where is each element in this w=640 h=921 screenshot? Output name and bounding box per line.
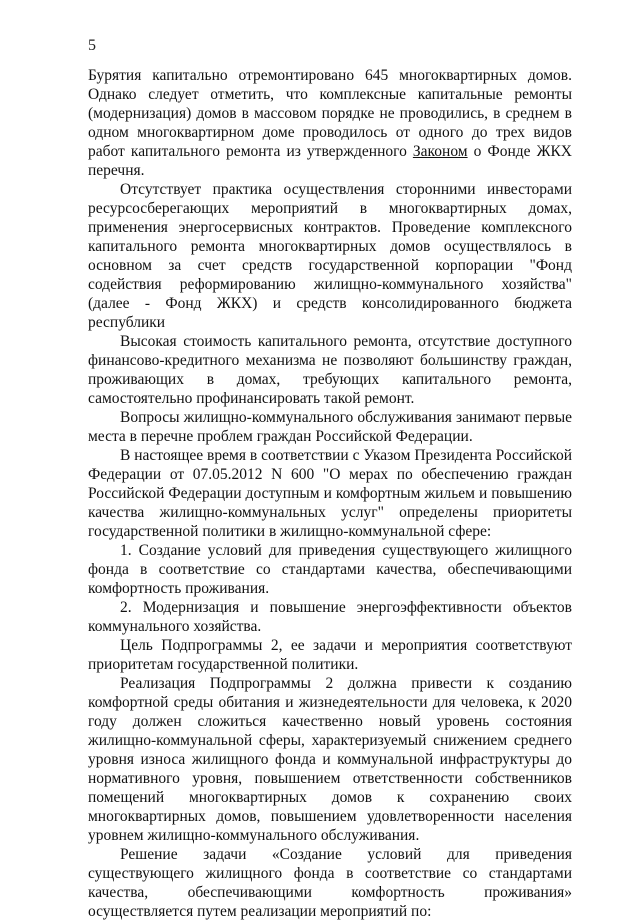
law-link[interactable]: Законом	[412, 143, 468, 160]
paragraph-decree: В настоящее время в соответствии с Указом Президента Российской Федерации от 07.05.2012 N 600 "О мерах по обеспечению граждан Российской Федерации доступным и комфортным жильем и повышению качества жилищно-коммунальных услуг" определены приоритеты государственной политики в жилищно-коммунальной сфере:	[88, 447, 572, 540]
paragraph-goal: Цель Подпрограммы 2, ее задачи и мероприятия соответствуют приоритетам государственной политики.	[88, 637, 572, 673]
document-body	[88, 66, 572, 921]
paragraph-text: Бурятия капитально отремонтировано 645 многоквартирных домов. Однако следует отметить, что комплексные капитальные ремонты (модернизация) домов в массовом порядке не проводились, в среднем в одном многоквартирном доме проводилось от одного до трех видов работ капитального ремонта из утвержденного	[88, 67, 572, 160]
paragraph-text: о Фонде ЖКХ перечня.	[88, 143, 572, 179]
paragraph-investors: Отсутствует практика осуществления сторонними инвесторами ресурсосберегающих мероприятий в многоквартирных домах, применения энергосервисных контрактов. Проведение комплексного капитального ремонта многоквартирных домов осуществлялось в основном за счет средств государственной корпорации "Фонд содействия реформированию жилищно-коммунального хозяйства" (далее - Фонд ЖКХ) и средств консолидированного бюджета республики	[88, 181, 572, 331]
paragraph-implementation: Реализация Подпрограммы 2 должна привести к созданию комфортной среды обитания и жизнедеятельности для человека, к 2020 году должен сложиться качественно новый уровень состояния жилищно-коммунальной сферы, характеризуемый снижением среднего уровня износа жилищного фонда и коммунальной инфраструктуры до нормативного уровня, повышением ответственности собственников помещений многоквартирных домов к сохранению своих многоквартирных домов, повышением удовлетворенности населения уровнем жилищно-коммунального обслуживания.	[88, 675, 572, 844]
paragraph-issues: Вопросы жилищно-коммунального обслуживания занимают первые места в перечне проблем граждан Российской Федерации.	[88, 409, 572, 445]
paragraph-continuation	[88, 66, 572, 180]
paragraph-task-solution: Решение задачи «Создание условий для приведения существующего жилищного фонда в соответствие со стандартами качества, обеспечивающими комфортность проживания» осуществляется путем реализации мероприятий по:	[88, 846, 572, 920]
paragraph-cost: Высокая стоимость капитального ремонта, отсутствие доступного финансово-кредитного механизма не позволяют большинству граждан, проживающих в домах, требующих капитального ремонта, самостоятельно профинансировать такой ремонт.	[88, 333, 572, 407]
priority-item-2: 2. Модернизация и повышение энергоэффективности объектов коммунального хозяйства.	[88, 599, 572, 635]
page-number: 5	[88, 37, 96, 54]
priority-item-1: 1. Создание условий для приведения существующего жилищного фонда в соответствие со стандартами качества, обеспечивающими комфортность проживания.	[88, 542, 572, 597]
